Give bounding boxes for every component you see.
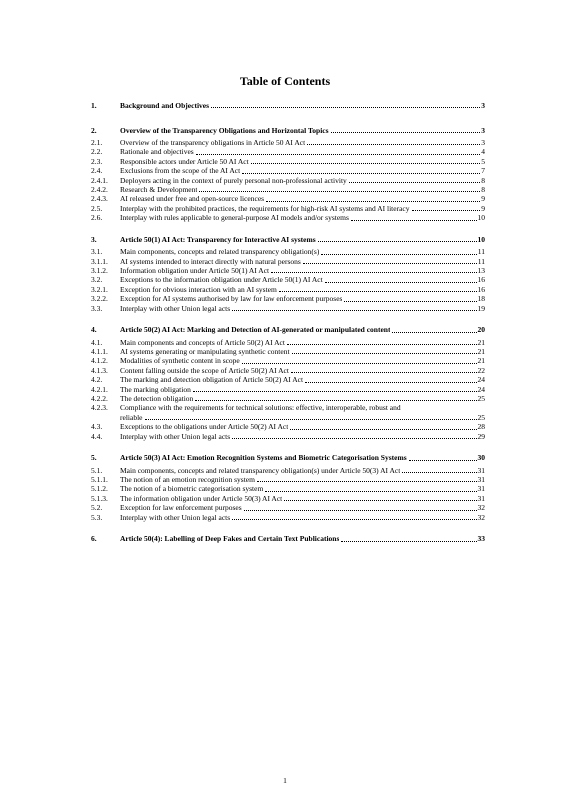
- toc-entry-number: 4.2.: [91, 375, 103, 385]
- toc-leader-dots: [271, 272, 476, 273]
- toc-entry-page: 9: [481, 203, 485, 213]
- toc-entry[interactable]: [91, 338, 485, 347]
- toc-entry[interactable]: [91, 432, 485, 441]
- toc-entry-page: 8: [481, 185, 485, 195]
- toc-entry[interactable]: [91, 375, 485, 384]
- toc-entry-title: Information obligation under Article 50(1) AI Act: [120, 266, 270, 276]
- toc-leader-dots: [392, 332, 476, 333]
- toc-entry-title: Main components and concepts of Article 50(2) AI Act: [120, 337, 285, 347]
- toc-entry-title: Exclusions from the scope of the AI Act: [120, 166, 241, 176]
- toc-entry-title: Article 50(4): Labelling of Deep Fakes and Certain Text Publications: [120, 534, 340, 544]
- toc-entry-page: 10: [477, 234, 485, 244]
- toc-leader-dots: [290, 429, 476, 430]
- toc-heading[interactable]: [91, 453, 485, 462]
- toc-leader-dots: [193, 391, 477, 392]
- page-number: 1: [283, 776, 287, 785]
- toc-entry-title: The marking obligation: [120, 384, 191, 394]
- toc-entry-title: Interplay with the prohibited practices, the requirements for high-risk AI systems and AI literacy: [120, 203, 410, 213]
- toc-entry[interactable]: [91, 503, 485, 512]
- toc-entry-title: Interplay with other Union legal acts: [120, 431, 231, 441]
- toc-entry-title: Responsible actors under Article 50 AI Act: [120, 156, 249, 166]
- toc-entry-title-cont: reliable: [120, 412, 143, 422]
- toc-entry[interactable]: [91, 484, 485, 493]
- toc-entry-page: 21: [477, 356, 485, 366]
- toc-entry-title: Interplay with other Union legal acts: [120, 303, 231, 313]
- toc-entry-title: Deployers acting in the context of purely personal non-professional activity: [120, 175, 347, 185]
- toc-entry-number: 1.: [91, 100, 97, 110]
- toc-entry-title: The notion of a biometric categorisation system: [120, 484, 264, 494]
- toc-entry-page: 28: [477, 422, 485, 432]
- toc-leader-dots: [412, 210, 481, 211]
- toc-leader-dots: [325, 282, 477, 283]
- toc-entry-title: Exceptions to the information obligation under Article 50(1) AI Act: [120, 275, 323, 285]
- toc-entry-number: 4.2.3.: [91, 403, 108, 413]
- toc-entry-page: 29: [477, 431, 485, 441]
- toc-entry-number: 4.1.: [91, 337, 103, 347]
- toc-leader-dots: [145, 419, 477, 420]
- toc-entry-number: 2.4.1.: [91, 175, 108, 185]
- table-of-contents: [91, 101, 485, 547]
- toc-entry-number: 4.1.2.: [91, 356, 108, 366]
- toc-leader-dots: [287, 344, 477, 345]
- toc-entry-number: 3.1.2.: [91, 266, 108, 276]
- toc-entry-title: The notion of an emotion recognition system: [120, 475, 255, 485]
- toc-entry-title: Article 50(1) AI Act: Transparency for Interactive AI systems: [120, 234, 316, 244]
- toc-entry-number: 4.: [91, 325, 97, 335]
- toc-entry-page: 7: [481, 166, 485, 176]
- toc-leader-dots: [341, 541, 476, 542]
- toc-leader-dots: [242, 363, 477, 364]
- toc-leader-dots: [321, 254, 476, 255]
- section-gap: [91, 441, 485, 453]
- toc-entry-page: 31: [477, 465, 485, 475]
- toc-leader-dots: [244, 510, 477, 511]
- toc-entry-number: 5.3.: [91, 512, 103, 522]
- toc-entry-page: 10: [477, 213, 485, 223]
- toc-entry-page: 30: [477, 453, 485, 463]
- toc-entry-title: Exception for AI systems authorised by law for law enforcement purposes: [120, 294, 343, 304]
- toc-entry-page: 32: [477, 512, 485, 522]
- toc-entry[interactable]: [91, 304, 485, 313]
- toc-leader-dots: [279, 291, 477, 292]
- toc-heading[interactable]: [91, 235, 485, 244]
- toc-entry-number: 2.6.: [91, 213, 103, 223]
- toc-entry-page: 4: [481, 147, 485, 157]
- toc-entry-title: Overview of the Transparency Obligations and Horizontal Topics: [120, 125, 329, 135]
- toc-entry-number: 3.2.: [91, 275, 103, 285]
- toc-entry[interactable]: [91, 347, 485, 356]
- toc-entry-page: 32: [477, 503, 485, 513]
- toc-entry[interactable]: [91, 513, 485, 522]
- toc-entry-page: 24: [477, 384, 485, 394]
- toc-entry-number: 5.1.3.: [91, 493, 108, 503]
- toc-entry-page: 3: [481, 100, 485, 110]
- toc-leader-dots: [232, 438, 476, 439]
- section-gap: [91, 313, 485, 325]
- toc-entry-title: The marking and detection obligation of Article 50(2) AI Act: [120, 375, 304, 385]
- toc-entry-page: 25: [477, 394, 485, 404]
- toc-entry[interactable]: [91, 422, 485, 431]
- toc-entry-title: Article 50(2) AI Act: Marking and Detection of AI-generated or manipulated content: [120, 325, 391, 335]
- toc-entry[interactable]: [91, 247, 485, 256]
- toc-entry-number: 6.: [91, 534, 97, 544]
- toc-entry-number: 4.1.1.: [91, 347, 108, 357]
- toc-entry-page: 3: [481, 125, 485, 135]
- toc-leader-dots: [307, 144, 480, 145]
- toc-entry-page: 19: [477, 303, 485, 313]
- toc-entry[interactable]: [91, 266, 485, 275]
- toc-entry-number: 5.1.: [91, 465, 103, 475]
- toc-entry-title: Exceptions to the obligations under Article 50(2) AI Act: [120, 422, 289, 432]
- toc-leader-dots: [318, 241, 477, 242]
- toc-leader-dots: [232, 519, 476, 520]
- toc-leader-dots: [196, 154, 481, 155]
- toc-leader-dots: [349, 182, 480, 183]
- toc-entry-number: 3.2.1.: [91, 284, 108, 294]
- toc-entry-number: 5.1.1.: [91, 475, 108, 485]
- toc-entry[interactable]: [91, 176, 485, 185]
- toc-entry-page: 11: [477, 256, 485, 266]
- toc-entry-title: Article 50(3) AI Act: Emotion Recognition Systems and Biometric Categorisation Systems: [120, 453, 407, 463]
- toc-entry-number: 5.1.2.: [91, 484, 108, 494]
- toc-entry[interactable]: [91, 147, 485, 156]
- toc-entry-number: 3.1.: [91, 247, 103, 257]
- toc-leader-dots: [331, 132, 481, 133]
- toc-entry-number: 2.4.: [91, 166, 103, 176]
- toc-entry-number: 3.1.1.: [91, 256, 108, 266]
- toc-entry-number: 4.3.: [91, 422, 103, 432]
- toc-leader-dots: [402, 472, 476, 473]
- toc-entry-number: 2.5.: [91, 203, 103, 213]
- toc-entry-number: 5.: [91, 453, 97, 463]
- toc-entry[interactable]: [91, 157, 485, 166]
- toc-entry[interactable]: [91, 475, 485, 484]
- toc-entry-number: 3.2.2.: [91, 294, 108, 304]
- toc-entry-title: AI released under free and open-source licences: [120, 194, 265, 204]
- toc-entry-page: 13: [477, 266, 485, 276]
- toc-leader-dots: [199, 191, 480, 192]
- toc-leader-dots: [266, 201, 480, 202]
- toc-entry-number: 2.: [91, 125, 97, 135]
- toc-entry-title: Content falling outside the scope of Article 50(2) AI Act: [120, 365, 289, 375]
- toc-entry-page: 16: [477, 275, 485, 285]
- toc-entry-page: 9: [481, 194, 485, 204]
- toc-entry-page: 11: [477, 247, 485, 257]
- toc-entry[interactable]: [91, 403, 485, 412]
- toc-entry-title: Overview of the transparency obligations in Article 50 AI Act: [120, 138, 306, 148]
- toc-entry[interactable]: [91, 494, 485, 503]
- toc-entry-number: 2.4.2.: [91, 185, 108, 195]
- toc-entry-title: Research & Development: [120, 185, 198, 195]
- section-gap: [91, 522, 485, 534]
- toc-entry[interactable]: [91, 166, 485, 175]
- heading-spacer: [91, 544, 485, 547]
- toc-entry[interactable]: [91, 204, 485, 213]
- toc-heading[interactable]: [91, 534, 485, 543]
- toc-entry-page: 21: [477, 347, 485, 357]
- toc-leader-dots: [351, 220, 477, 221]
- toc-entry-number: 2.3.: [91, 156, 103, 166]
- toc-entry[interactable]: [91, 257, 485, 266]
- toc-entry[interactable]: [91, 366, 485, 375]
- toc-entry[interactable]: [91, 466, 485, 475]
- toc-leader-dots: [305, 382, 476, 383]
- toc-entry-number: 2.4.3.: [91, 194, 108, 204]
- toc-entry[interactable]: [91, 138, 485, 147]
- toc-leader-dots: [291, 372, 477, 373]
- toc-entry-number: 3.3.: [91, 303, 103, 313]
- section-gap: [91, 113, 485, 125]
- toc-entry-title: Interplay with rules applicable to general-purpose AI models and/or systems: [120, 213, 349, 223]
- toc-leader-dots: [232, 310, 476, 311]
- toc-entry-continuation[interactable]: [91, 413, 485, 422]
- toc-entry[interactable]: [91, 194, 485, 203]
- toc-leader-dots: [265, 491, 476, 492]
- toc-entry-title: Rationale and objectives: [120, 147, 194, 157]
- toc-entry-page: 31: [477, 484, 485, 494]
- toc-entry-page: 33: [477, 534, 485, 544]
- toc-entry-number: 4.1.3.: [91, 365, 108, 375]
- toc-entry-page: 3: [481, 138, 485, 148]
- toc-leader-dots: [195, 400, 476, 401]
- toc-leader-dots: [257, 481, 477, 482]
- toc-leader-dots: [292, 353, 477, 354]
- toc-leader-dots: [284, 500, 476, 501]
- toc-leader-dots: [303, 263, 477, 264]
- toc-entry-number: 3.: [91, 234, 97, 244]
- section-gap: [91, 223, 485, 235]
- toc-entry[interactable]: [91, 385, 485, 394]
- toc-entry-page: 8: [481, 175, 485, 185]
- toc-entry-number: 5.2.: [91, 503, 103, 513]
- toc-entry[interactable]: [91, 275, 485, 284]
- toc-entry-title: Exception for obvious interaction with an AI system: [120, 284, 277, 294]
- toc-entry-number: 2.1.: [91, 138, 103, 148]
- toc-entry-number: 2.2.: [91, 147, 103, 157]
- toc-entry[interactable]: [91, 213, 485, 222]
- toc-entry-title: Modalities of synthetic content in scope: [120, 356, 240, 366]
- toc-entry[interactable]: [91, 185, 485, 194]
- toc-entry-title: Interplay with other Union legal acts: [120, 512, 231, 522]
- toc-entry[interactable]: [91, 356, 485, 365]
- toc-entry-page: 5: [481, 156, 485, 166]
- toc-entry-number: 4.4.: [91, 431, 103, 441]
- toc-entry-title: Background and Objectives: [120, 100, 210, 110]
- toc-entry[interactable]: [91, 394, 485, 403]
- toc-entry-title: The information obligation under Article 50(3) AI Act: [120, 493, 283, 503]
- toc-heading[interactable]: [91, 101, 485, 110]
- toc-entry-page: 24: [477, 375, 485, 385]
- toc-leader-dots: [211, 107, 480, 108]
- toc-title: Table of Contents: [239, 74, 331, 88]
- toc-leader-dots: [409, 460, 477, 461]
- toc-leader-dots: [242, 173, 480, 174]
- toc-entry-page: 22: [477, 365, 485, 375]
- toc-entry-page: 31: [477, 493, 485, 503]
- toc-entry-page: 20: [477, 325, 485, 335]
- toc-entry[interactable]: [91, 294, 485, 303]
- toc-entry-title: Compliance with the requirements for technical solutions: effective, interoperable, robust and: [120, 403, 401, 413]
- toc-entry-page: 21: [477, 337, 485, 347]
- toc-entry-number: 4.2.2.: [91, 394, 108, 404]
- toc-entry-title: Exception for law enforcement purposes: [120, 503, 242, 513]
- toc-entry-title: AI systems generating or manipulating synthetic content: [120, 347, 290, 357]
- toc-entry-page: 25: [477, 412, 485, 422]
- toc-entry[interactable]: [91, 285, 485, 294]
- toc-entry-page: 18: [477, 294, 485, 304]
- toc-entry-title: Main components, concepts and related transparency obligation(s) under Article 50(3) AI Act: [120, 465, 401, 475]
- toc-entry-page: 31: [477, 475, 485, 485]
- toc-entry-title: Main components, concepts and related transparency obligation(s): [120, 247, 320, 257]
- toc-leader-dots: [344, 301, 476, 302]
- toc-entry-page: 16: [477, 284, 485, 294]
- toc-heading[interactable]: [91, 126, 485, 135]
- toc-heading[interactable]: [91, 325, 485, 334]
- toc-entry-title: AI systems intended to interact directly with natural persons: [120, 256, 301, 266]
- toc-leader-dots: [251, 163, 481, 164]
- toc-entry-number: 4.2.1.: [91, 384, 108, 394]
- toc-entry-title: The detection obligation: [120, 394, 194, 404]
